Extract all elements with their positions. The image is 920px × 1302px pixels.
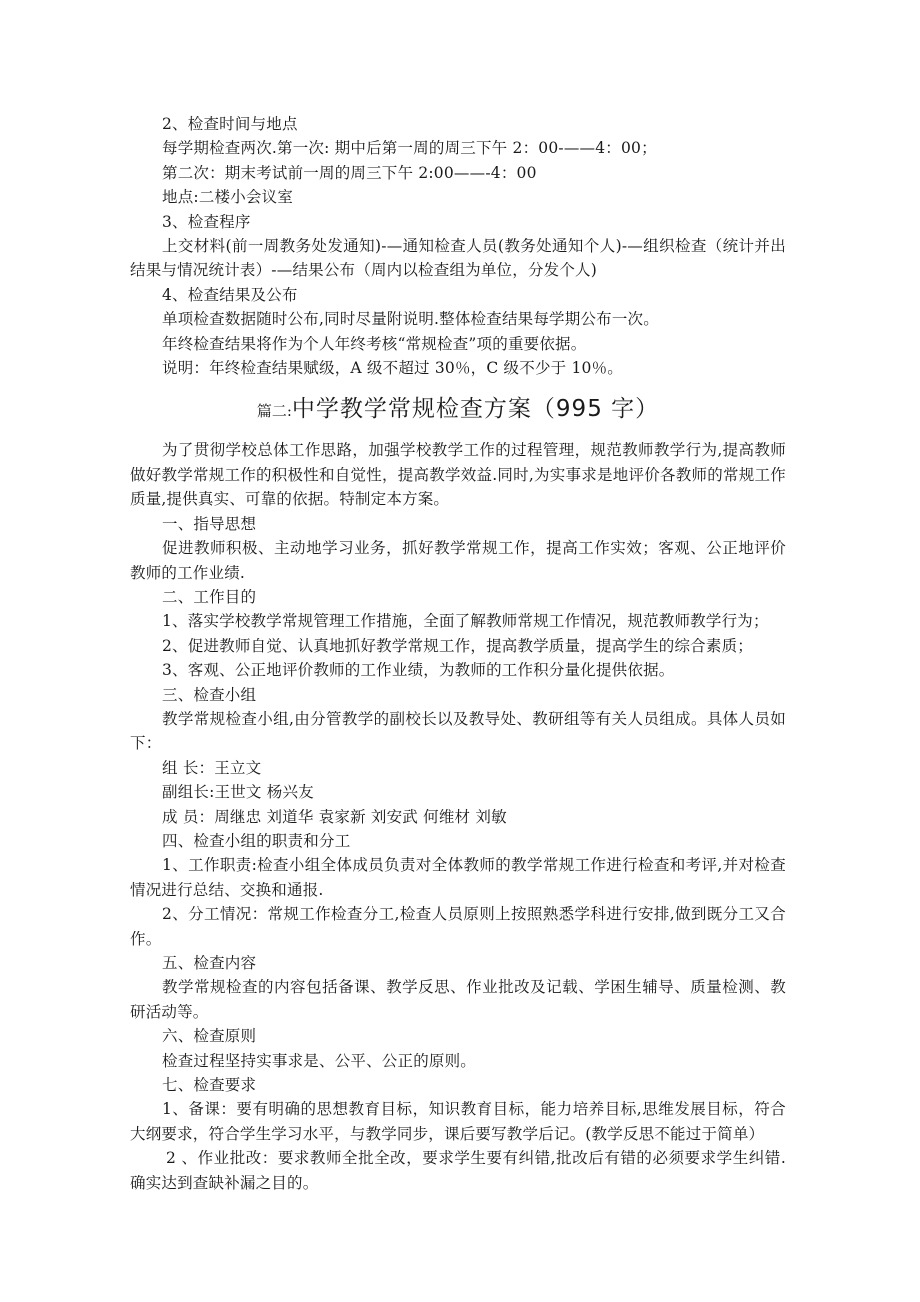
principles-text: 检查过程坚持实事求是、公平、公正的原则。 [162, 1051, 477, 1070]
heading-guiding-idea: 一、指导思想 [162, 514, 257, 533]
schedule-first: 每学期检查两次.第一次: 期中后第一周的周三下午 2：00-——4：00； [162, 139, 657, 158]
location: 地点:二楼小会议室 [162, 188, 294, 207]
heading-procedure: 3、检查程序 [162, 212, 251, 231]
heading-team: 三、检查小组 [162, 685, 257, 704]
heading-requirements: 七、检查要求 [162, 1076, 257, 1095]
intro-paragraph: 为了贯彻学校总体工作思路，加强学校教学工作的过程管理，规范教师教学行为,提高教师做好教学常规工作的积极性和自觉性，提高教学效益.同时,为实事求是地评价各教师的常规工作质量,提供真实、可靠的依据。特制定本方案。 [130, 441, 786, 509]
content-text: 教学常规检查的内容包括备课、教学反思、作业批改及记载、学困生辅导、质量检测、教研活动等。 [130, 978, 786, 1021]
section-plan-body [130, 438, 786, 1195]
team-description: 教学常规检查小组,由分管教学的副校长以及教导处、教研组等有关人员组成。具体人员如下： [130, 709, 786, 753]
schedule-second: 第二次：期末考试前一周的周三下午 2:00——-4：00 [162, 163, 537, 182]
title-main: 中学教学常规检查方案（995 字） [291, 396, 660, 423]
heading-results: 4、检查结果及公布 [162, 285, 298, 304]
requirements-item-1: 1、备课：要有明确的思想教育目标，知识教育目标，能力培养目标,思维发展目标，符合大纲要求，符合学生学习水平，与教学同步，课后要写教学后记。(教学反思不能过于简单） [130, 1100, 786, 1143]
results-publish: 单项检查数据随时公布,同时尽量附说明.整体检查结果每学期公布一次。 [162, 310, 659, 329]
section-inspection-schedule [130, 112, 786, 380]
purpose-item-1: 1、落实学校教学常规管理工作措施，全面了解教师常规工作情况，规范教师教学行为； [162, 612, 769, 631]
duties-item-2: 2、分工情况：常规工作检查分工,检查人员原则上按照熟悉学科进行安排,做到既分工又合作。 [130, 905, 786, 948]
results-note: 说明：年终检查结果赋级，A 级不超过 30％，C 级不少于 10％。 [162, 359, 624, 378]
heading-purpose: 二、工作目的 [162, 587, 257, 606]
document-title [130, 392, 786, 428]
heading-content: 五、检查内容 [162, 954, 257, 972]
duties-item-1: 1、工作职责:检查小组全体成员负责对全体教师的教学常规工作进行检查和考评,并对检查情况进行总结、交换和通报. [130, 856, 786, 899]
team-leader: 组 长：王立文 [162, 758, 262, 777]
heading-principles: 六、检查原则 [162, 1027, 257, 1046]
purpose-item-3: 3、客观、公正地评价教师的工作业绩，为教师的工作积分量化提供依据。 [162, 661, 675, 680]
title-prefix: 篇二: [256, 402, 292, 421]
results-annual: 年终检查结果将作为个人年终考核“常规检查”项的重要依据。 [162, 334, 587, 353]
heading-time-place: 2、检查时间与地点 [162, 115, 298, 133]
heading-duties: 四、检查小组的职责和分工 [162, 831, 351, 850]
purpose-item-2: 2、促进教师自觉、认真地抓好教学常规工作，提高教学质量，提高学生的综合素质； [162, 636, 753, 655]
team-members: 成 员：周继忠 刘道华 袁家新 刘安武 何维材 刘敏 [162, 807, 507, 826]
document-page [130, 112, 786, 1195]
guiding-idea-text: 促进教师积极、主动地学习业务，抓好教学常规工作，提高工作实效；客观、公正地评价教师的工作业绩. [130, 539, 786, 582]
team-deputy: 副组长:王世文 杨兴友 [162, 783, 314, 802]
procedure-text: 上交材料(前一周教务处发通知)-—通知检查人员(教务处通知个人)-—组织检查（统计并出结果与情况统计表）-—结果公布（周内以检查组为单位，分发个人) [130, 237, 786, 280]
requirements-item-2: 2 、作业批改：要求教师全批全改，要求学生要有纠错,批改后有错的必须要求学生纠错.确实达到查缺补漏之目的。 [130, 1149, 786, 1192]
